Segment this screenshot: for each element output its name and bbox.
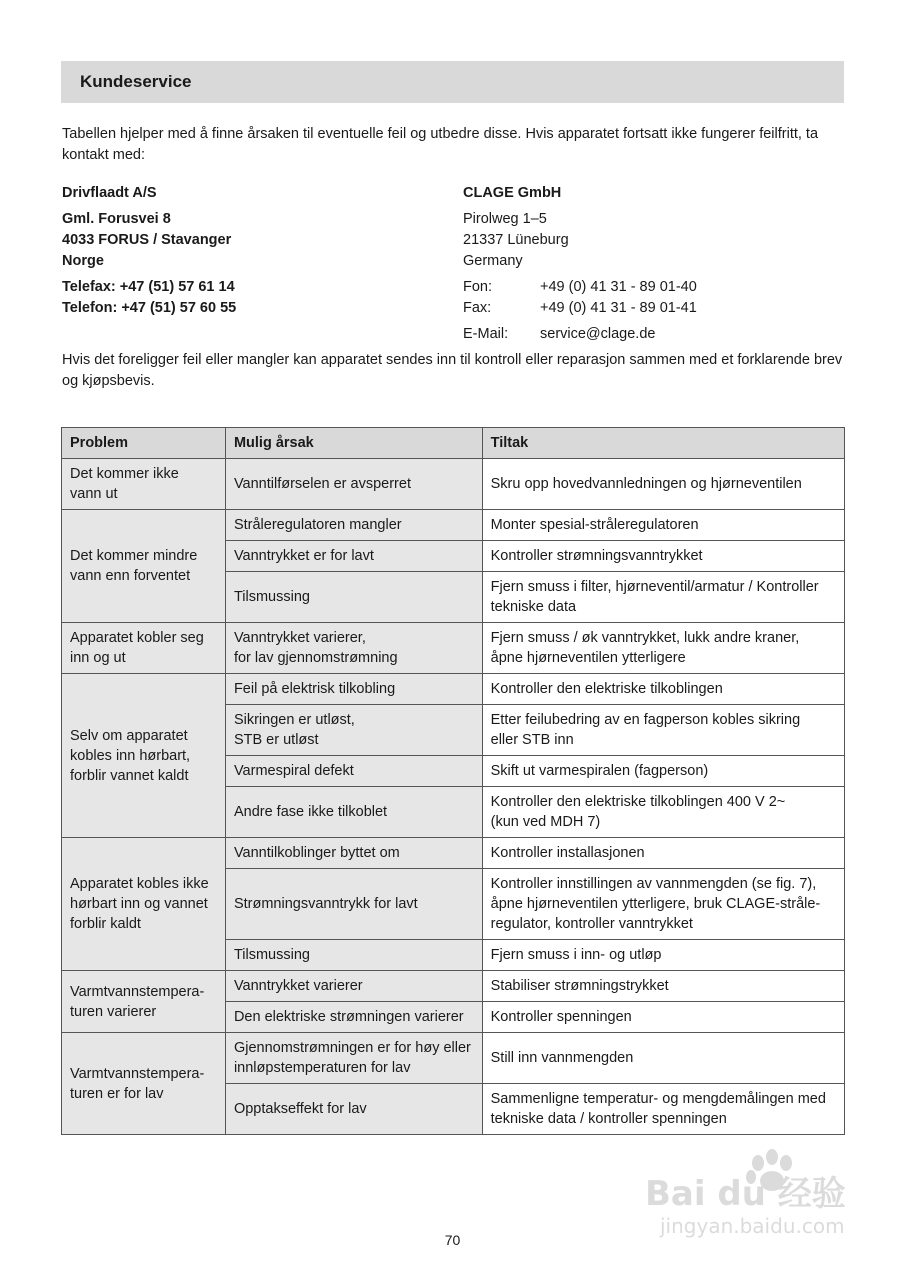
fax-label: Fax:: [463, 300, 492, 316]
action-cell: Kontroller spenningen: [482, 1002, 844, 1033]
header-problem: Problem: [62, 428, 226, 459]
fax-row: [463, 298, 843, 319]
right-street: Pirolweg 1–5: [463, 211, 547, 227]
table-row: [62, 1033, 845, 1084]
right-contact: [463, 183, 843, 345]
right-city: 21337 Lüneburg: [463, 232, 569, 248]
action-cell: Stabiliser strømningstrykket: [482, 971, 844, 1002]
action-cell: Fjern smuss i inn- og utløp: [482, 940, 844, 971]
cause-cell: Vanntilførselen er avsperret: [225, 459, 482, 510]
table-row: [62, 674, 845, 705]
problem-cell: Selv om apparatet kobles inn hørbart, forblir vannet kaldt: [62, 674, 226, 838]
section-title: Kundeservice: [80, 72, 192, 91]
action-cell: Still inn vannmengden: [482, 1033, 844, 1084]
problem-cell: Det kommer mindre vann enn forventet: [62, 510, 226, 623]
section-header: [61, 61, 844, 103]
right-country: Germany: [463, 253, 523, 269]
action-cell: Kontroller den elektriske tilkoblingen: [482, 674, 844, 705]
fon-value: +49 (0) 41 31 - 89 01-40: [540, 279, 697, 295]
table-row: [62, 838, 845, 869]
header-cause: Mulig årsak: [225, 428, 482, 459]
cause-cell: Gjennomstrømningen er for høy eller innløpstemperaturen for lav: [225, 1033, 482, 1084]
problem-cell: Varmtvannstempera- turen er for lav: [62, 1033, 226, 1135]
left-phone: Telefon: +47 (51) 57 60 55: [62, 300, 237, 316]
cause-cell: Sikringen er utløst, STB er utløst: [225, 705, 482, 756]
fon-row: [463, 277, 843, 298]
email-label: E-Mail:: [463, 326, 509, 342]
table-row: [62, 971, 845, 1002]
cause-cell: Vanntrykket varierer: [225, 971, 482, 1002]
cause-cell: Den elektriske strømningen varierer: [225, 1002, 482, 1033]
table-header-row: [62, 428, 845, 459]
cause-cell: Strømningsvanntrykk for lavt: [225, 869, 482, 940]
cause-cell: Tilsmussing: [225, 572, 482, 623]
table-row: [62, 510, 845, 541]
cause-cell: Andre fase ikke tilkoblet: [225, 787, 482, 838]
action-cell: Kontroller installasjonen: [482, 838, 844, 869]
left-fax: Telefax: +47 (51) 57 61 14: [62, 279, 235, 295]
problem-cell: Det kommer ikke vann ut: [62, 459, 226, 510]
left-city: 4033 FORUS / Stavanger: [62, 232, 232, 248]
email-row: [463, 324, 843, 345]
action-cell: Sammenligne temperatur- og mengdemålingen med tekniske data / kontroller spenningen: [482, 1084, 844, 1135]
page-number: 70: [444, 1232, 461, 1248]
cause-cell: Varmespiral defekt: [225, 756, 482, 787]
left-country: Norge: [62, 253, 104, 269]
cause-cell: Vanntrykket er for lavt: [225, 541, 482, 572]
action-cell: Skru opp hovedvannledningen og hjørneventilen: [482, 459, 844, 510]
problem-cell: Varmtvannstempera- turen varierer: [62, 971, 226, 1033]
watermark-url: jingyan.baidu.com: [660, 1214, 845, 1238]
left-contact: [62, 183, 442, 319]
cause-cell: Feil på elektrisk tilkobling: [225, 674, 482, 705]
left-street: Gml. Forusvei 8: [62, 211, 171, 227]
fon-label: Fon:: [463, 279, 493, 295]
action-cell: Skift ut varmespiralen (fagperson): [482, 756, 844, 787]
watermark-logo: [640, 1145, 860, 1245]
problem-cell: Apparatet kobler seg inn og ut: [62, 623, 226, 674]
table-row: [62, 459, 845, 510]
troubleshooting-table: [61, 427, 845, 1135]
right-company: CLAGE GmbH: [463, 185, 562, 201]
action-cell: Fjern smuss i filter, hjørneventil/armatur / Kontroller tekniske data: [482, 572, 844, 623]
action-cell: Kontroller innstillingen av vannmengden (se fig. 7), åpne hjørneventilen ytterligere, bruk CLAGE-stråle- regulator, kontroller vanntrykket: [482, 869, 844, 940]
action-cell: Fjern smuss / øk vanntrykket, lukk andre kraner, åpne hjørneventilen ytterligere: [482, 623, 844, 674]
table-row: [62, 623, 845, 674]
action-cell: Kontroller den elektriske tilkoblingen 400 V 2~ (kun ved MDH 7): [482, 787, 844, 838]
action-cell: Kontroller strømningsvanntrykket: [482, 541, 844, 572]
header-action: Tiltak: [482, 428, 844, 459]
cause-cell: Tilsmussing: [225, 940, 482, 971]
email-value[interactable]: service@clage.de: [540, 326, 656, 342]
cause-cell: Stråleregulatoren mangler: [225, 510, 482, 541]
problem-cell: Apparatet kobles ikke hørbart inn og vannet forblir kaldt: [62, 838, 226, 971]
note-paragraph: Hvis det foreligger feil eller mangler kan apparatet sendes inn til kontroll eller reparasjon sammen med et forklarende brev og kjøpsbevis.: [62, 352, 843, 389]
action-cell: Monter spesial-stråleregulatoren: [482, 510, 844, 541]
watermark-paw-icon: [640, 1145, 860, 1245]
left-company: Drivflaadt A/S: [62, 185, 157, 201]
action-cell: Etter feilubedring av en fagperson kobles sikring eller STB inn: [482, 705, 844, 756]
cause-cell: Vanntilkoblinger byttet om: [225, 838, 482, 869]
watermark-brand: Bai du 经验: [645, 1174, 846, 1214]
fax-value: +49 (0) 41 31 - 89 01-41: [540, 300, 697, 316]
cause-cell: Opptakseffekt for lav: [225, 1084, 482, 1135]
cause-cell: Vanntrykket varierer, for lav gjennomstrømning: [225, 623, 482, 674]
intro-paragraph: Tabellen hjelper med å finne årsaken til eventuelle feil og utbedre disse. Hvis apparatet fortsatt ikke fungerer feilfritt, ta kontakt med:: [62, 126, 819, 163]
